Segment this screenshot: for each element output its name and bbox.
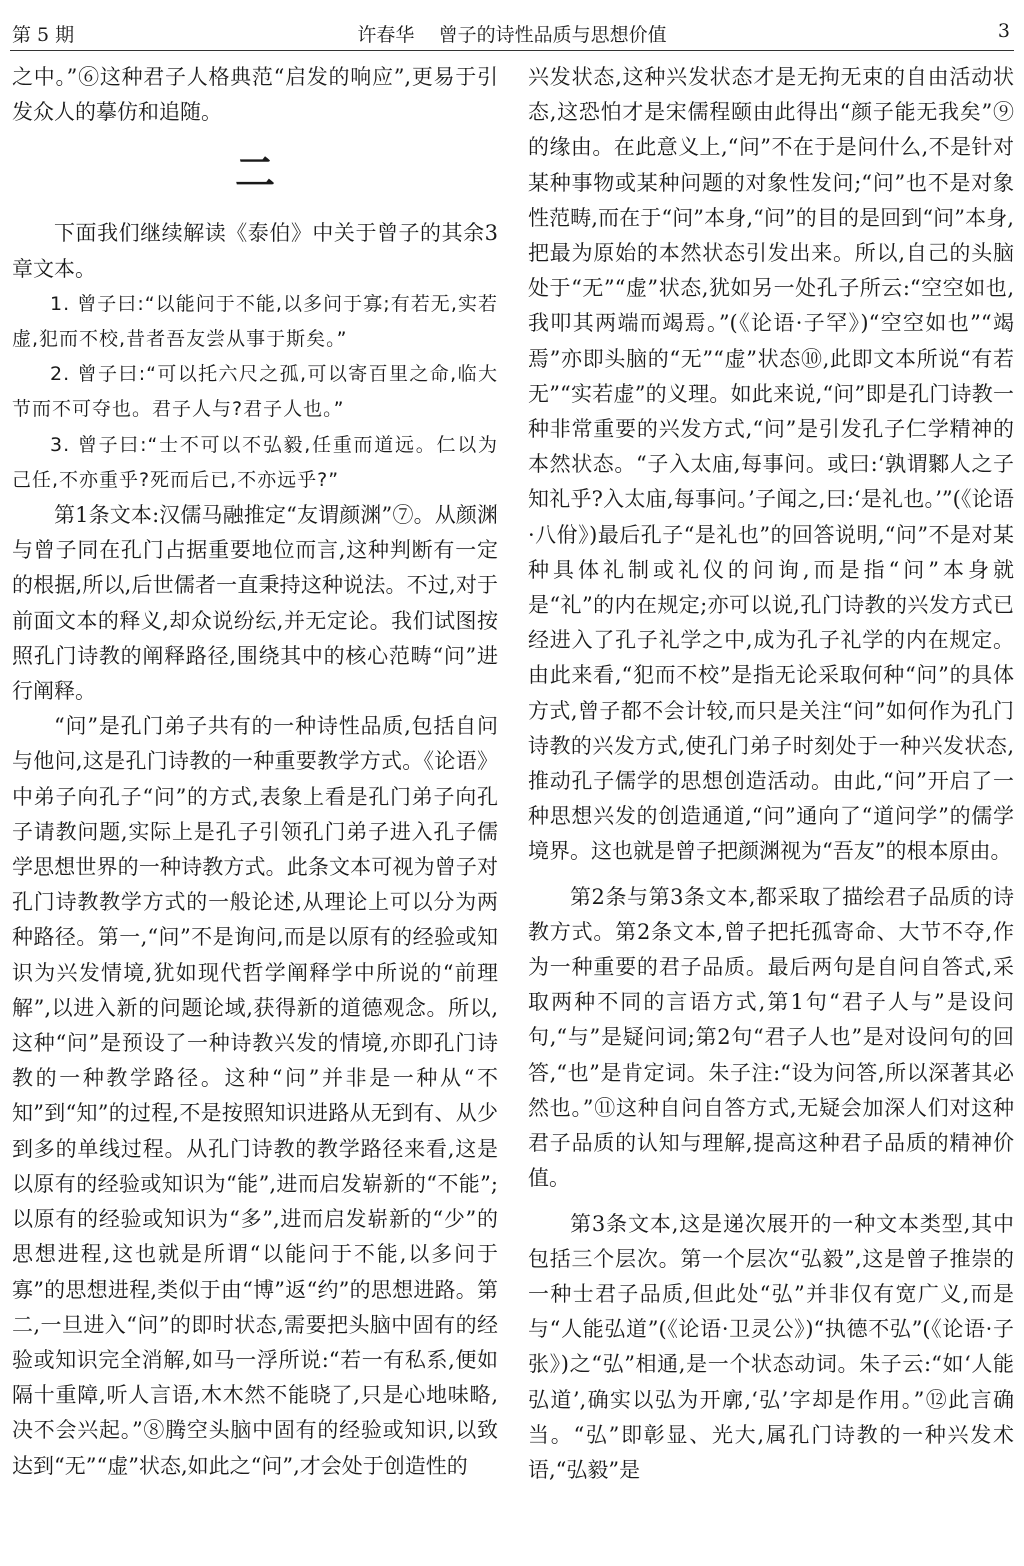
section-heading: 二 <box>235 149 275 197</box>
quoted-passage: 3. 曾子曰:“士不可以不弘毅,任重而道远。仁以为己任,不亦重乎?死而后已,不亦远乎?” <box>12 433 498 491</box>
author-and-title: 许春华 曾子的诗性品质与思想价值 <box>357 24 667 46</box>
quoted-passage: 1. 曾子曰:“以能问于不能,以多问于寡;有若无,实若虚,犯而不校,昔者吾友尝从事于斯矣。” <box>12 292 498 351</box>
paragraph: 之中。”⑥这种君子人格典范“启发的响应”,更易于引发众人的摹仿和追随。 <box>12 65 498 125</box>
paragraph: 第1条文本:汉儒马融推定“友谓颜渊”⑦。从颜渊与曾子同在孔门占据重要地位而言,这种判断有一定的根据,所以,后世儒者一直秉持这种说法。不过,对于前面文本的释义,却众说纷纭,并无定论。我们试图按照孔门诗教的阐释路径,围绕其中的核心范畴“问”进行阐释。 <box>12 503 498 704</box>
paragraph: 第2条与第3条文本,都采取了描绘君子品质的诗教方式。第2条文本,曾子把托孤寄命、大节不夺,作为一种重要的君子品质。最后两句是自问自答式,采取两种不同的言语方式,第1句“君子人与”是设问句,“与”是疑问词;第2句“君子人也”是对设问句的回答,“也”是肯定词。朱子注:“设为问答,所以深著其必然也。”⑪这种自问自答方式,无疑会加深人们对这种君子品质的认知与理解,提高这种君子品质的精神价值。 <box>528 884 1014 1191</box>
paragraph: “问”是孔门弟子共有的一种诗性品质,包括自问与他问,这是孔门诗教的一种重要教学方式。《论语》中弟子向孔子“问”的方式,表象上看是孔门弟子向孔子请教问题,实际上是孔子引领孔门弟子进入孔子儒学思想世界的一种诗教方式。此条文本可视为曾子对孔门诗教教学方式的一般论述,从理论上可以分为两种路径。第一,“问”不是询问,而是以原有的经验或知识为兴发情境,犹如现代哲学阐释学中所说的“前理解”,以进入新的问题论域,获得新的道德观念。所以,这种“问”是预设了一种诗教兴发的情境,亦即孔门诗教的一种教学路径。这种“问”并非是一种从“不知”到“知”的过程,不是按照知识进路从无到有、从少到多的单线过程。从孔门诗教的教学路径来看,这是以原有的经验或知识为“能”,进而启发崭新的“不能”;以原有的经验或知识为“多”,进而启发崭新的“少”的思想进程,这也就是所谓“以能问于不能,以多问于寡”的思想进程,类似于由“博”返“约”的思想进路。第二,一旦进入“问”的即时状态,需要把头脑中固有的经验或知识完全消解,如马一浮所说:“若一有私系,便如隔十重障,听人言语,木木然不能晓了,只是心地味略,决不会兴起。”⑧腾空头脑中固有的经验或知识,以致达到“无”“虚”状态,如此之“问”,才会处于创造性的 <box>12 714 498 1478</box>
header-rule <box>10 50 1014 51</box>
quoted-passage: 2. 曾子曰:“可以托六尺之孤,可以寄百里之命,临大节而不可夺也。君子人与?君子人也。” <box>12 363 498 421</box>
paragraph: 第3条文本,这是递次展开的一种文本类型,其中包括三个层次。第一个层次“弘毅”,这是曾子推崇的一种士君子品质,但此处“弘”并非仅有宽广义,而是与“人能弘道”(《论语·卫灵公》)“执德不弘”(《论语·子张》)之“弘”相通,是一个状态动词。朱子云:“如‘人能弘道’,确实以弘为开廓,‘弘’字却是作用。”⑫此言确当。“弘”即彰显、光大,属孔门诗教的一种兴发术语,“弘毅”是 <box>528 1211 1014 1482</box>
paragraph: 兴发状态,这种兴发状态才是无拘无束的自由活动状态,这恐怕才是宋儒程颐由此得出“颜子能无我矣”⑨的缘由。在此意义上,“问”不在于是问什么,不是针对某种事物或某种问题的对象性发问;“问”也不是对象性范畴,而在于“问”本身,“问”的目的是回到“问”本身,把最为原始的本然状态引发出来。所以,自己的头脑处于“无”“虚”状态,犹如另一处孔子所云:“空空如也,我叩其两端而竭焉。”(《论语·子罕》)“空空如也”“竭焉”亦即头脑的“无”“虚”状态⑩,此即文本所说“有若无”“实若虚”的义理。如此来说,“问”即是孔门诗教一种非常重要的兴发方式,“问”是引发孔子仁学精神的本然状态。“子入太庙,每事问。或曰:‘孰谓鄹人之子知礼乎?入太庙,每事问。’子闻之,曰:‘是礼也。’”(《论语·八佾》)最后孔子“是礼也”的回答说明,“问”不是对某种具体礼制或礼仪的问询,而是指“问”本身就是“礼”的内在规定;亦可以说,孔门诗教的兴发方式已经进入了孔子礼学之中,成为孔子礼学的内在规定。由此来看,“犯而不校”是指无论采取何种“问”的具体方式,曾子都不会计较,而只是关注“问”如何作为孔门诗教的兴发方式,使孔门弟子时刻处于一种兴发状态,推动孔子儒学的思想创造活动。由此,“问”开启了一种思想兴发的创造通道,“问”通向了“道问学”的儒学境界。这也就是曾子把颜渊视为“吾友”的根本原由。 <box>528 65 1014 864</box>
paragraph-gap <box>528 870 1014 880</box>
page-number: 3 <box>997 20 1010 42</box>
right-column <box>528 60 1014 1488</box>
left-column <box>12 60 498 1484</box>
paragraph: 下面我们继续解读《泰伯》中关于曾子的其余3章文本。 <box>12 221 498 281</box>
running-header <box>0 0 1024 50</box>
paragraph-gap <box>528 1197 1014 1207</box>
issue-number: 第 5 期 <box>12 24 75 46</box>
